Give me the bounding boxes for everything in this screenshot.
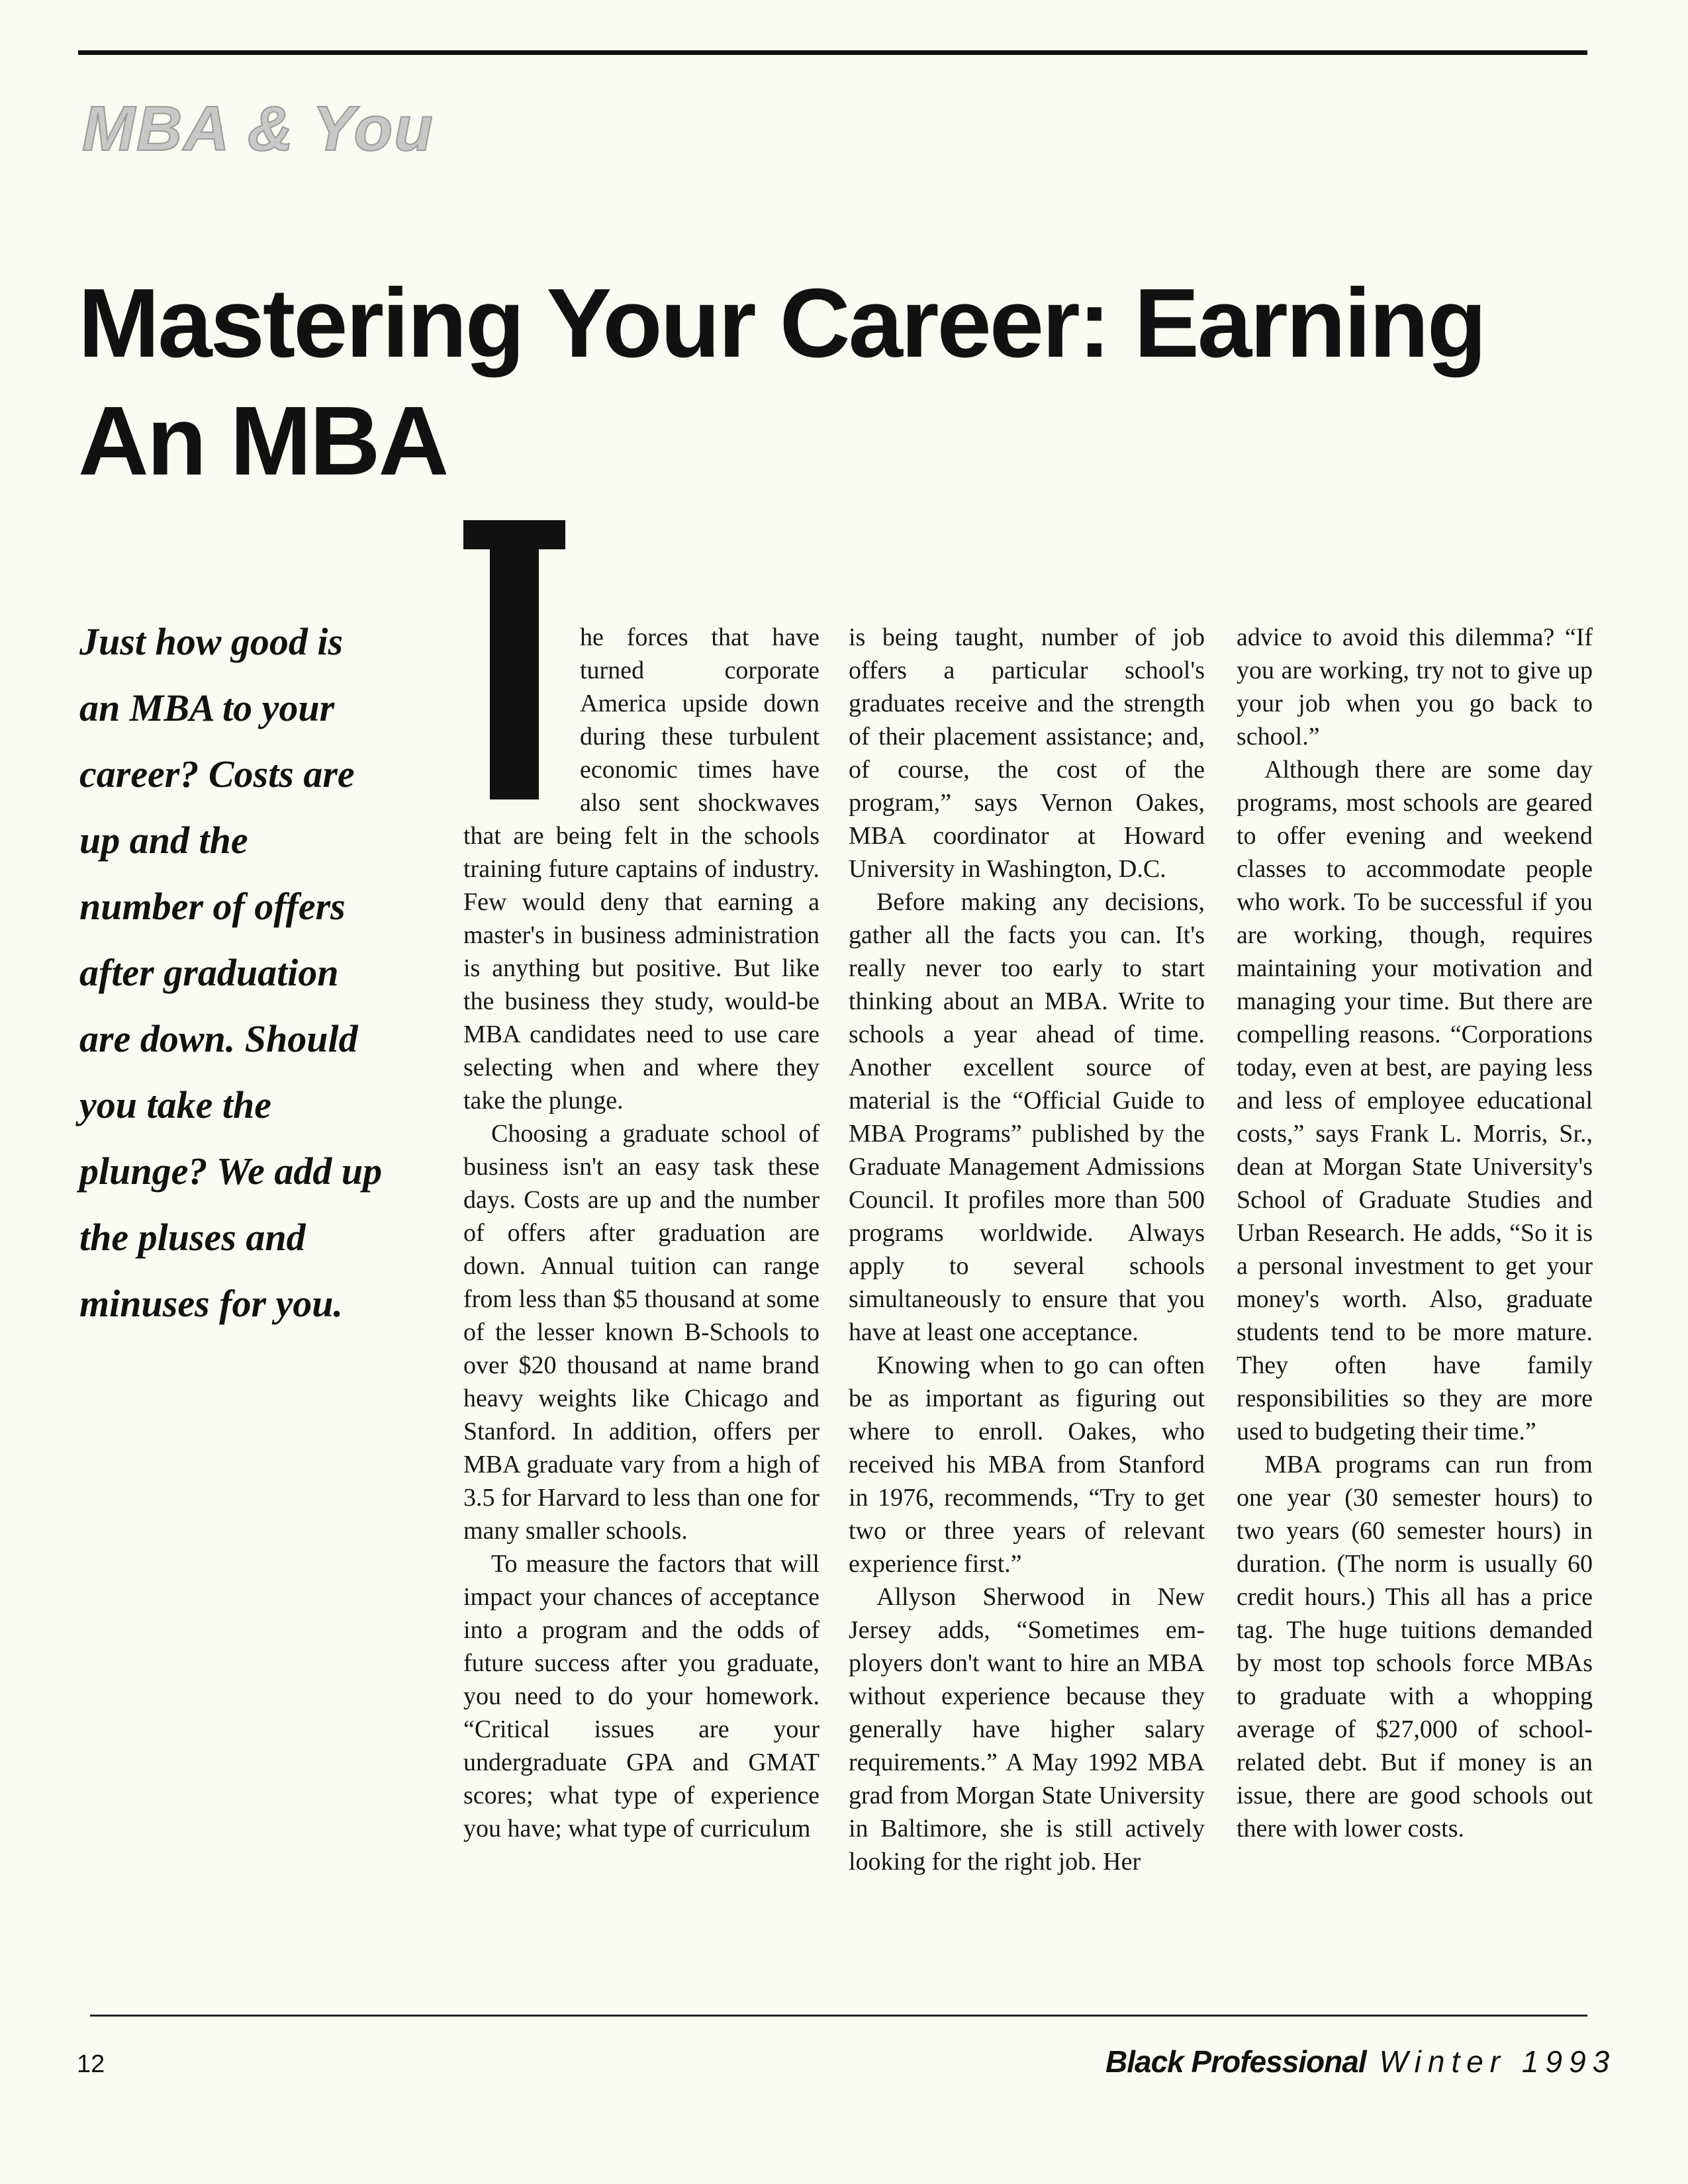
article-column-2 xyxy=(849,621,1205,1878)
pull-quote-line: minuses for you. xyxy=(79,1282,344,1325)
pull-quote-line: after graduation xyxy=(79,951,339,994)
article-column-1 xyxy=(463,621,820,1845)
drop-cap xyxy=(463,520,565,799)
pull-quote-line: Just how good is xyxy=(79,620,344,663)
paragraph: Allyson Sherwood in New Jersey adds, “Sometimes employers don't want to hire an MBA without experience because they generally have higher salary requirements.” A May 1992 MBA grad from Morgan State University in Baltimore, she is still actively looking for the right job. Her xyxy=(849,1583,1205,1876)
article-column-3 xyxy=(1237,621,1593,1845)
article-headline xyxy=(78,265,1568,500)
paragraph: Before making any decisions, gather all the facts you can. It's really never too early to start thinking about an MBA. Write to schools a year ahead of time. Another excellent source of material is the “Official Guide to MBA Programs” published by the Graduate Management Admissions Council. It profiles more than 500 programs worldwide. Always apply to several schools simultaneously to ensure that you have at least one acceptance. xyxy=(849,888,1205,1346)
page-number: 12 xyxy=(77,2050,105,2078)
pull-quote-line: you take the xyxy=(79,1083,271,1126)
top-rule xyxy=(78,50,1587,55)
paragraph: Although there are some day programs, most schools are geared to offer evening and weekend classes to accommodate people who work. To be successful if you are working, though, requires maintaining your motivation and managing your time. But there are compelling reasons. “Corporations today, even at best, are paying less and less of employee educational costs,” says Frank L. Morris, Sr., dean at Morgan State University's School of Graduate Studies and Urban Research. He adds, “So it is a personal investment to get your money's worth. Also, graduate students tend to be more mature. They often have family responsibilities so they are more used to budgeting their time.” xyxy=(1237,756,1593,1445)
pull-quote-line: the pluses and xyxy=(79,1216,306,1259)
paragraph: To measure the factors that will impact your chances of acceptance into a program and the odds of future success after you graduate, you need to do your homework. “Critical issues are your undergraduate GPA and GMAT scores; what type of experience you have; what type of curriculum xyxy=(463,1550,820,1843)
pull-quote-line: an MBA to your xyxy=(79,686,335,729)
paragraph: is being taught, number of job offers a particular school's graduates receive and the strength of their placement assistance; and, of course, the cost of the program,” says Vernon Oakes, MBA coordinator at Howard University in Washington, D.C. xyxy=(849,623,1205,883)
headline-line-2: An MBA xyxy=(78,387,447,496)
footer-publication xyxy=(1105,2044,1617,2079)
pull-quote xyxy=(79,609,450,1337)
paragraph: Choosing a graduate school of business isn't an easy task these days. Costs are up and the number of offers after graduation are down. Annual tuition can range from less than $5 thousand at some of the lesser known B-Schools to over $20 thousand at name brand heavy weights like Chicago and Stanford. In addition, offers per MBA graduate vary from a high of 3.5 for Harvard to less than one for many smaller schools. xyxy=(463,1120,820,1545)
headline-line-1: Mastering Your Career: Earning xyxy=(78,269,1485,378)
drop-cap-stem xyxy=(490,520,539,799)
pull-quote-line: number of offers xyxy=(79,885,346,928)
paragraph: he forces that have turned corporate America upside down during these turbulent economic times have also sent shockwaves that are being felt in the schools training future captains of industry. Few would deny that earning a master's in business administration is anything but positive. But like the business they study, would-be MBA candidates need to use care selecting when and where they take the plunge. xyxy=(463,623,820,1115)
pull-quote-line: up and the xyxy=(79,819,248,862)
publication-name: Black Professional xyxy=(1105,2044,1366,2079)
pull-quote-line: are down. Should xyxy=(79,1017,358,1060)
paragraph: Knowing when to go can often be as important as figuring out where to enroll. Oakes, who received his MBA from Stanford in 1976, recommends, “Try to get two or three years of relevant experience first.” xyxy=(849,1351,1205,1578)
section-kicker: MBA & You xyxy=(82,93,434,164)
pull-quote-line: plunge? We add up xyxy=(79,1150,383,1193)
bottom-rule xyxy=(90,2015,1587,2017)
pull-quote-line: career? Costs are xyxy=(79,752,355,796)
issue-date: Winter 1993 xyxy=(1379,2044,1617,2079)
paragraph: advice to avoid this dilemma? “If you are working, try not to give up your job when you go back to school.” xyxy=(1237,623,1593,751)
paragraph: MBA programs can run from one year (30 semester hours) to two years (60 semester hours) in duration. (The norm is usually 60 credit hours.) This all has a price tag. The huge tuitions demanded by most top schools force MBAs to graduate with a whopping average of $27,000 of school-related debt. But if money is an issue, there are good schools out there with lower costs. xyxy=(1237,1451,1593,1843)
